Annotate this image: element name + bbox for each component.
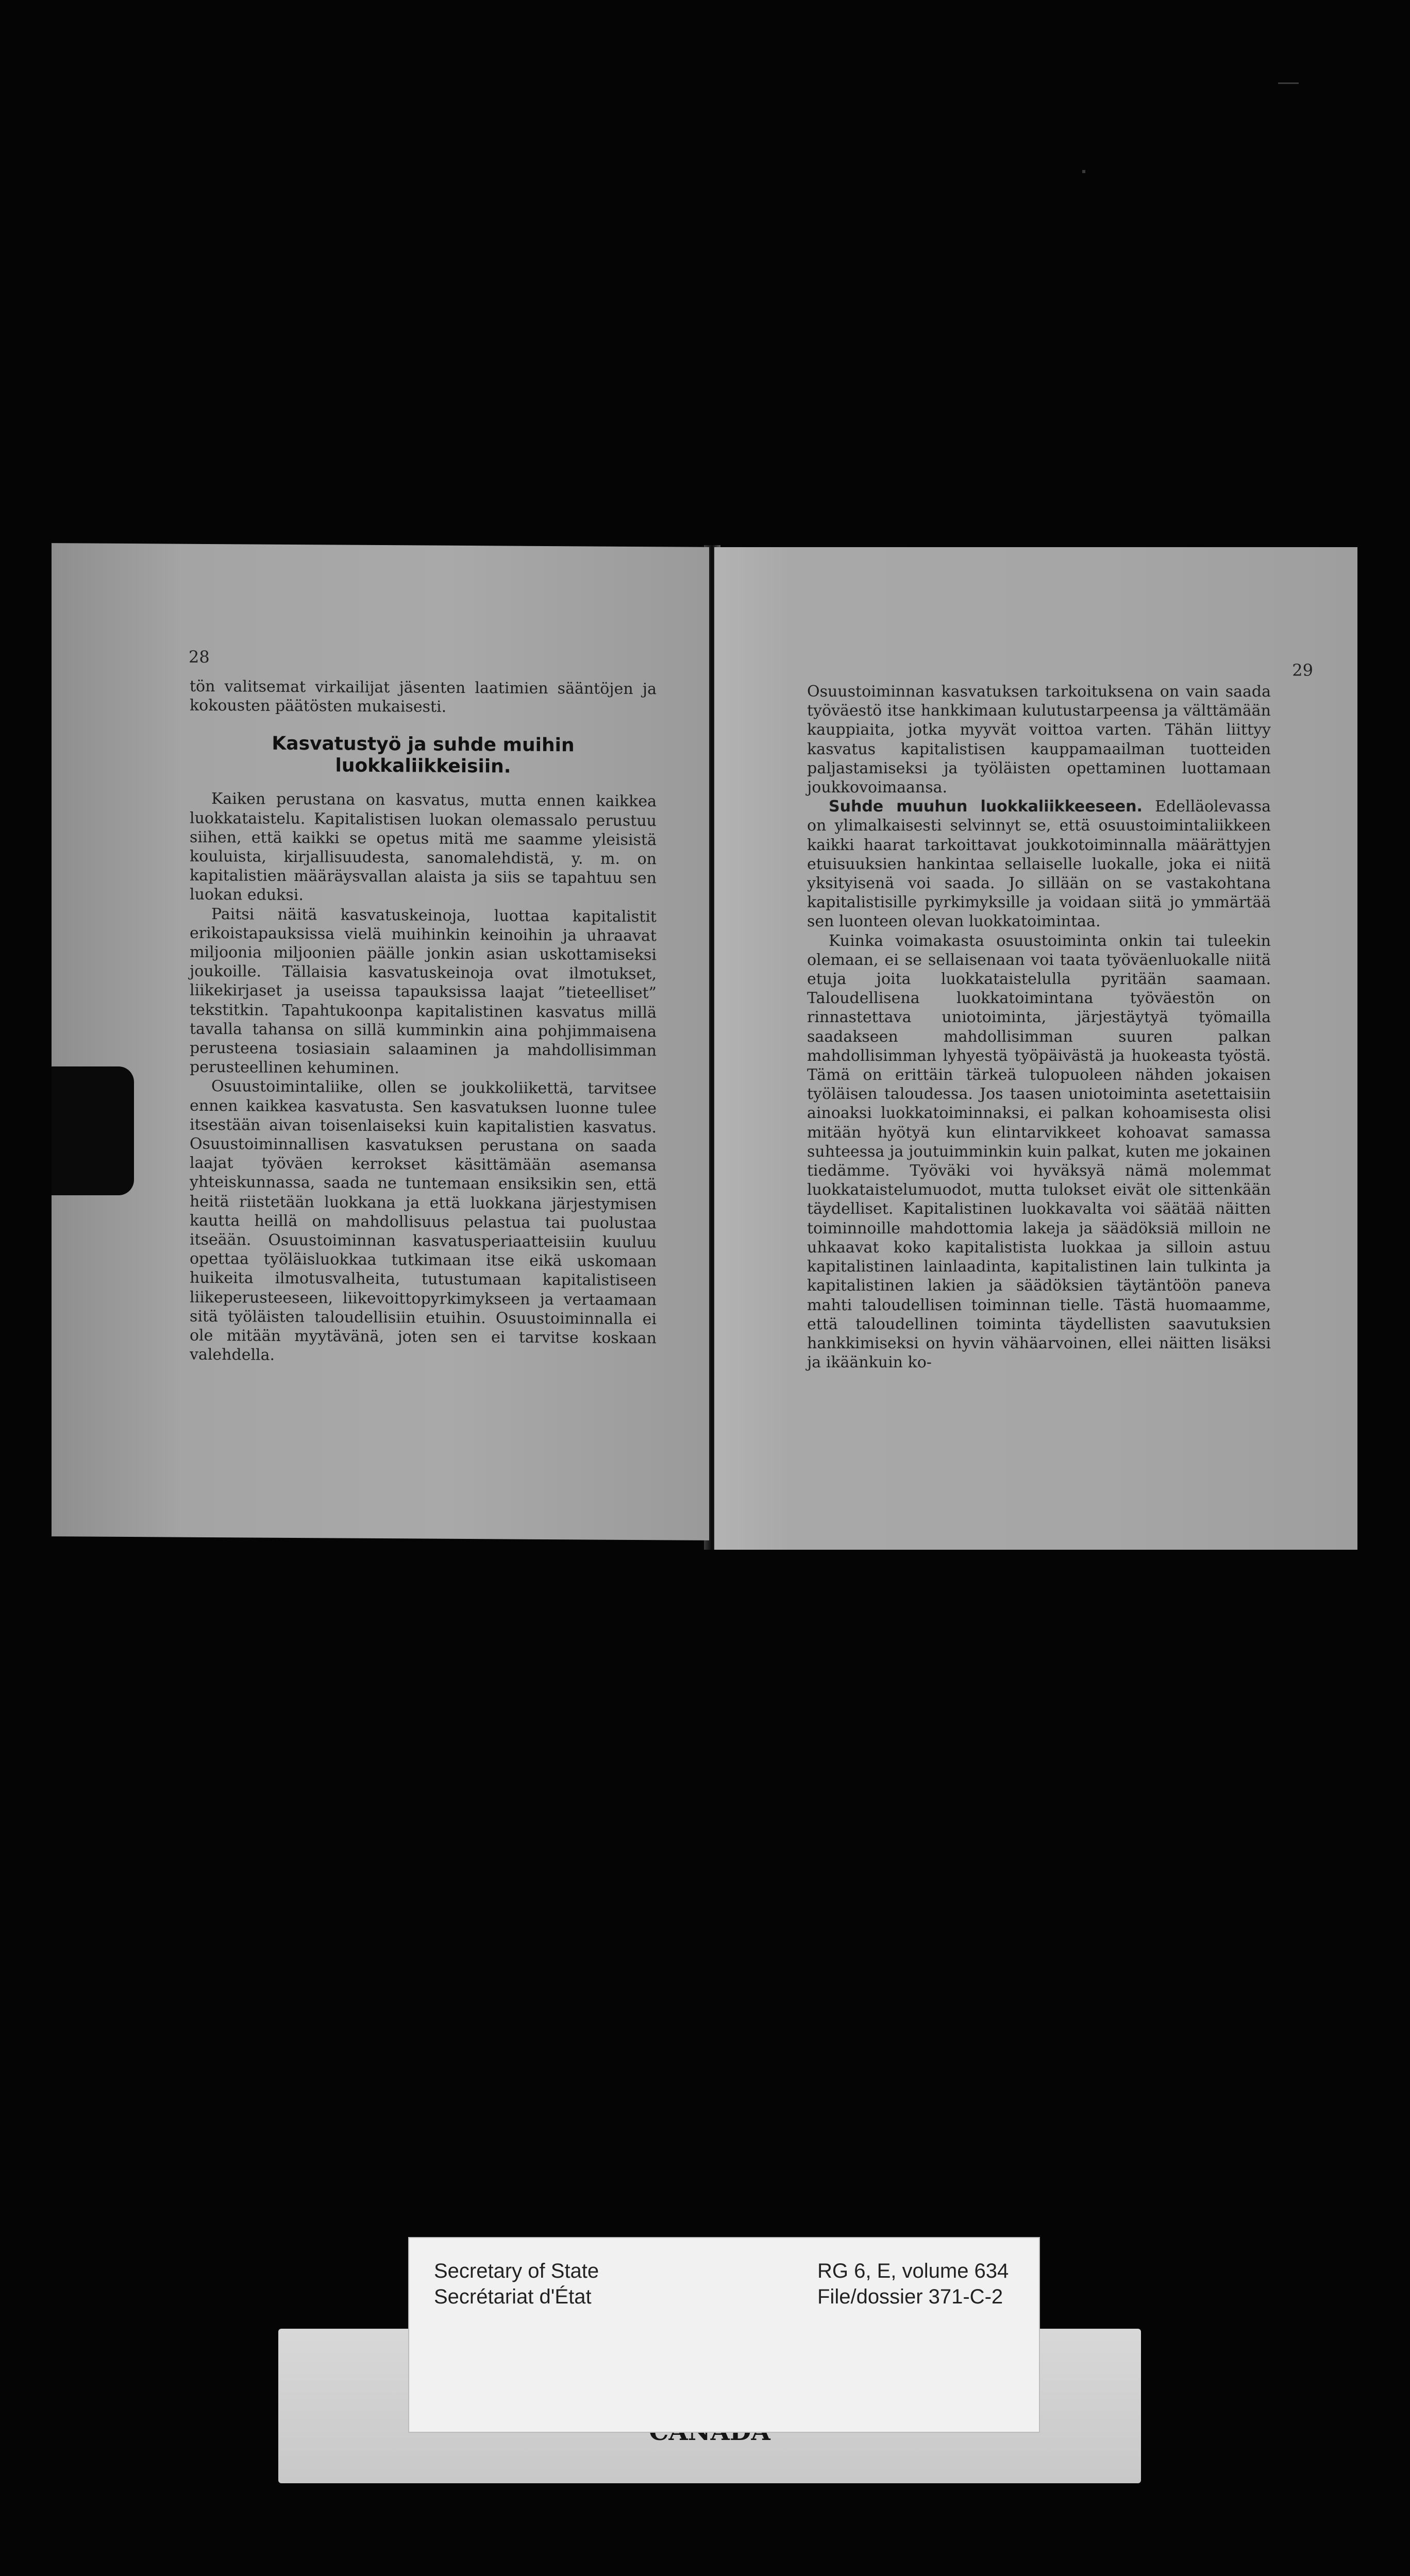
file-dossier-number: File/dossier 371-C-2 [817, 2285, 1003, 2308]
binder-clip [52, 1066, 134, 1195]
left-paragraph-2: Paitsi näitä kasvatuskeinoja, luottaa kapitalistit erikoistapauksissa vielä muihinkin keinoihin ja uhraavat miljoonia miljoonien päälle jonkin asian uskottamiseksi joukoille. Tällaisia kasvatuskeinoja ovat ilmotukset, liikekirjaset ja useissa tapauksissa laajat ”tieteelliset” tekstitkin. Tapahtukoonpa kapitalistinen kasvatus millä tavalla tahansa on sillä kumminkin aina pohjimmaisena perusteena tosiasiain salaaminen ja mahdollisimman perusteellinen kehuminen. [190, 905, 657, 1078]
archive-reference-label [408, 2237, 1040, 2433]
section-heading-kasvatustyo: Kasvatustyö ja suhde muihin luokkaliikkeisiin. [272, 733, 575, 777]
film-scratch [1278, 82, 1299, 84]
left-paragraph-3: Osuustoimintaliike, ollen se joukkoliikettä, tarvitsee ennen kaikkea kasvatusta. Sen kasvatuksen luonne tulee itsestään aivan toisenlaiseksi kuin kapitalistien kasvatus. Osuustoiminnallisen kasvatuksen perustana on saada laajat työväen kerrokset käsittämään asemansa yhteiskunnassa, saada ne tuntemaan ensiksikin sen, että heitä riistetään luokkana ja että luokkana järjestymisen kautta heillä on mahdollisuus pelastua tai puolustaa itseään. Osuustoiminnan kasvatusperiaatteisiin kuuluu opettaa työläisluokkaa tutkimaan itse eikä uskomaan huikeita ilmotusvalheita, tutustumaan kapitalistiseen liikeperusteeseen, liikevoittopyrkimykseen ja vertaamaan sitä työläisten taloudellisiin etuihin. Osuustoiminnalla ei ole mitään myytävänä, joten sen ei tarvitse koskaan valehdella. [190, 1077, 657, 1365]
right-paragraph-1: Kuinka voimakasta osuustoiminta onkin tai tuleekin olemaan, ei se sellaisenaan voi taata työväenluokalle niitä etuja joita luokkataistelulla pyritään saamaan. Taloudellisena luokkatoimintana työväestön on rinnastettava uniotoiminta, järjestäytyä työmailla saadakseen mahdollisimman suuren palkan mahdollisimman lyhyestä työpäivästä ja huokeasta työstä. Tämä on erittäin tärkeä tulopuoleen nähden jokaisen työläisen taloudessa. Jos taasen uniotoiminta asetettaisiin ainoaksi luokkatoiminnaksi, ei palkan kohoamisesta olisi mitään hyötyä kun elintarvikkeet kohoavat samassa suhteessa ja joutuimminkin kuin palkat, kuten me jokainen tiedämme. Työväki voi hyväksyä nämä molemmat luokkataistelumuodot, mutta tulokset eivät ole sittenkään täydelliset. Kapitalistinen luokkavalta voi säätää näitten toiminnoille mahdottomia lakeja ja säädöksiä milloin ne uhkaavat koko kapitalistista luokkaa ja silloin astuu kapitalistinen lainlaadinta, kapitalistinen lain tulkinta ja kapitalistinen lakien ja säädöksien täytäntöön paneva mahti taloudellisen toiminnan tielle. Tästä huomaamme, että taloudellinen toiminta täydellisten saavutuksien hankkimiseksi on hyvin vähäarvoinen, ellei näitten lisäksi ja ikäänkuin ko- [807, 931, 1271, 1372]
page-number-left: 28 [189, 647, 210, 667]
right-page-text [807, 682, 1271, 1372]
film-speck [1082, 170, 1085, 173]
department-french: Secrétariat d'État [434, 2285, 592, 2308]
page-number-right: 29 [1292, 660, 1313, 680]
right-intro: Osuustoiminnan kasvatuksen tarkoituksena on vain saada työväestö itse hankkimaan kulutustarpeensa ja välttämään kauppiaita, jotka myyvät voittoa varten. Tähän liittyy kasvatus kapitalistisen kauppamaailman tuotteiden paljastamiseksi ja työläisten opettaminen luottamaan joukkovoimaansa. [807, 683, 1271, 797]
left-paragraph-1: Kaiken perustana on kasvatus, mutta ennen kaikkea luokkataistelu. Kapitalistisen luokan olemassalo perustuu siihen, että kaikki se opetus mitä me saamme yleisistä kouluista, kirjallisuudesta, sanomalehdistä, y. m. on kapitalistien määräysvallan alaista ja siis se tapahtuu sen luokan eduksi. [190, 790, 657, 905]
left-page-text [190, 677, 657, 1367]
left-page [52, 543, 709, 1540]
archive-labels [278, 2200, 1141, 2488]
section-heading-suhde: Suhde muuhun luokkaliikkeeseen. [829, 798, 1143, 816]
left-intro: tön valitsemat virkailijat jäsenten laatimien sääntöjen ja kokousten päätösten mukaisesti. [190, 677, 657, 716]
department-english: Secretary of State [434, 2260, 599, 2282]
record-group-volume: RG 6, E, volume 634 [817, 2260, 1009, 2282]
right-page [714, 547, 1357, 1550]
right-paragraph-suhde [807, 797, 1271, 931]
right-paragraph-suhde-text: Edelläolevassa on ylimalkaisesti selvinnyt se, että osuustoimintaliikkeen kaikki haarat tarkoittavat joukkotoiminnalla määrättyjen etuisuuksien hankintaa sellaiselle luokalle, joka ei niitä yksityisenä voi saada. Jo sillään on se vastakohtana kapitalistisille pyrkimyksille ja voidaan siitä jo ymmärtää sen luonteen olevan luokkatoimintaa. [807, 798, 1271, 931]
